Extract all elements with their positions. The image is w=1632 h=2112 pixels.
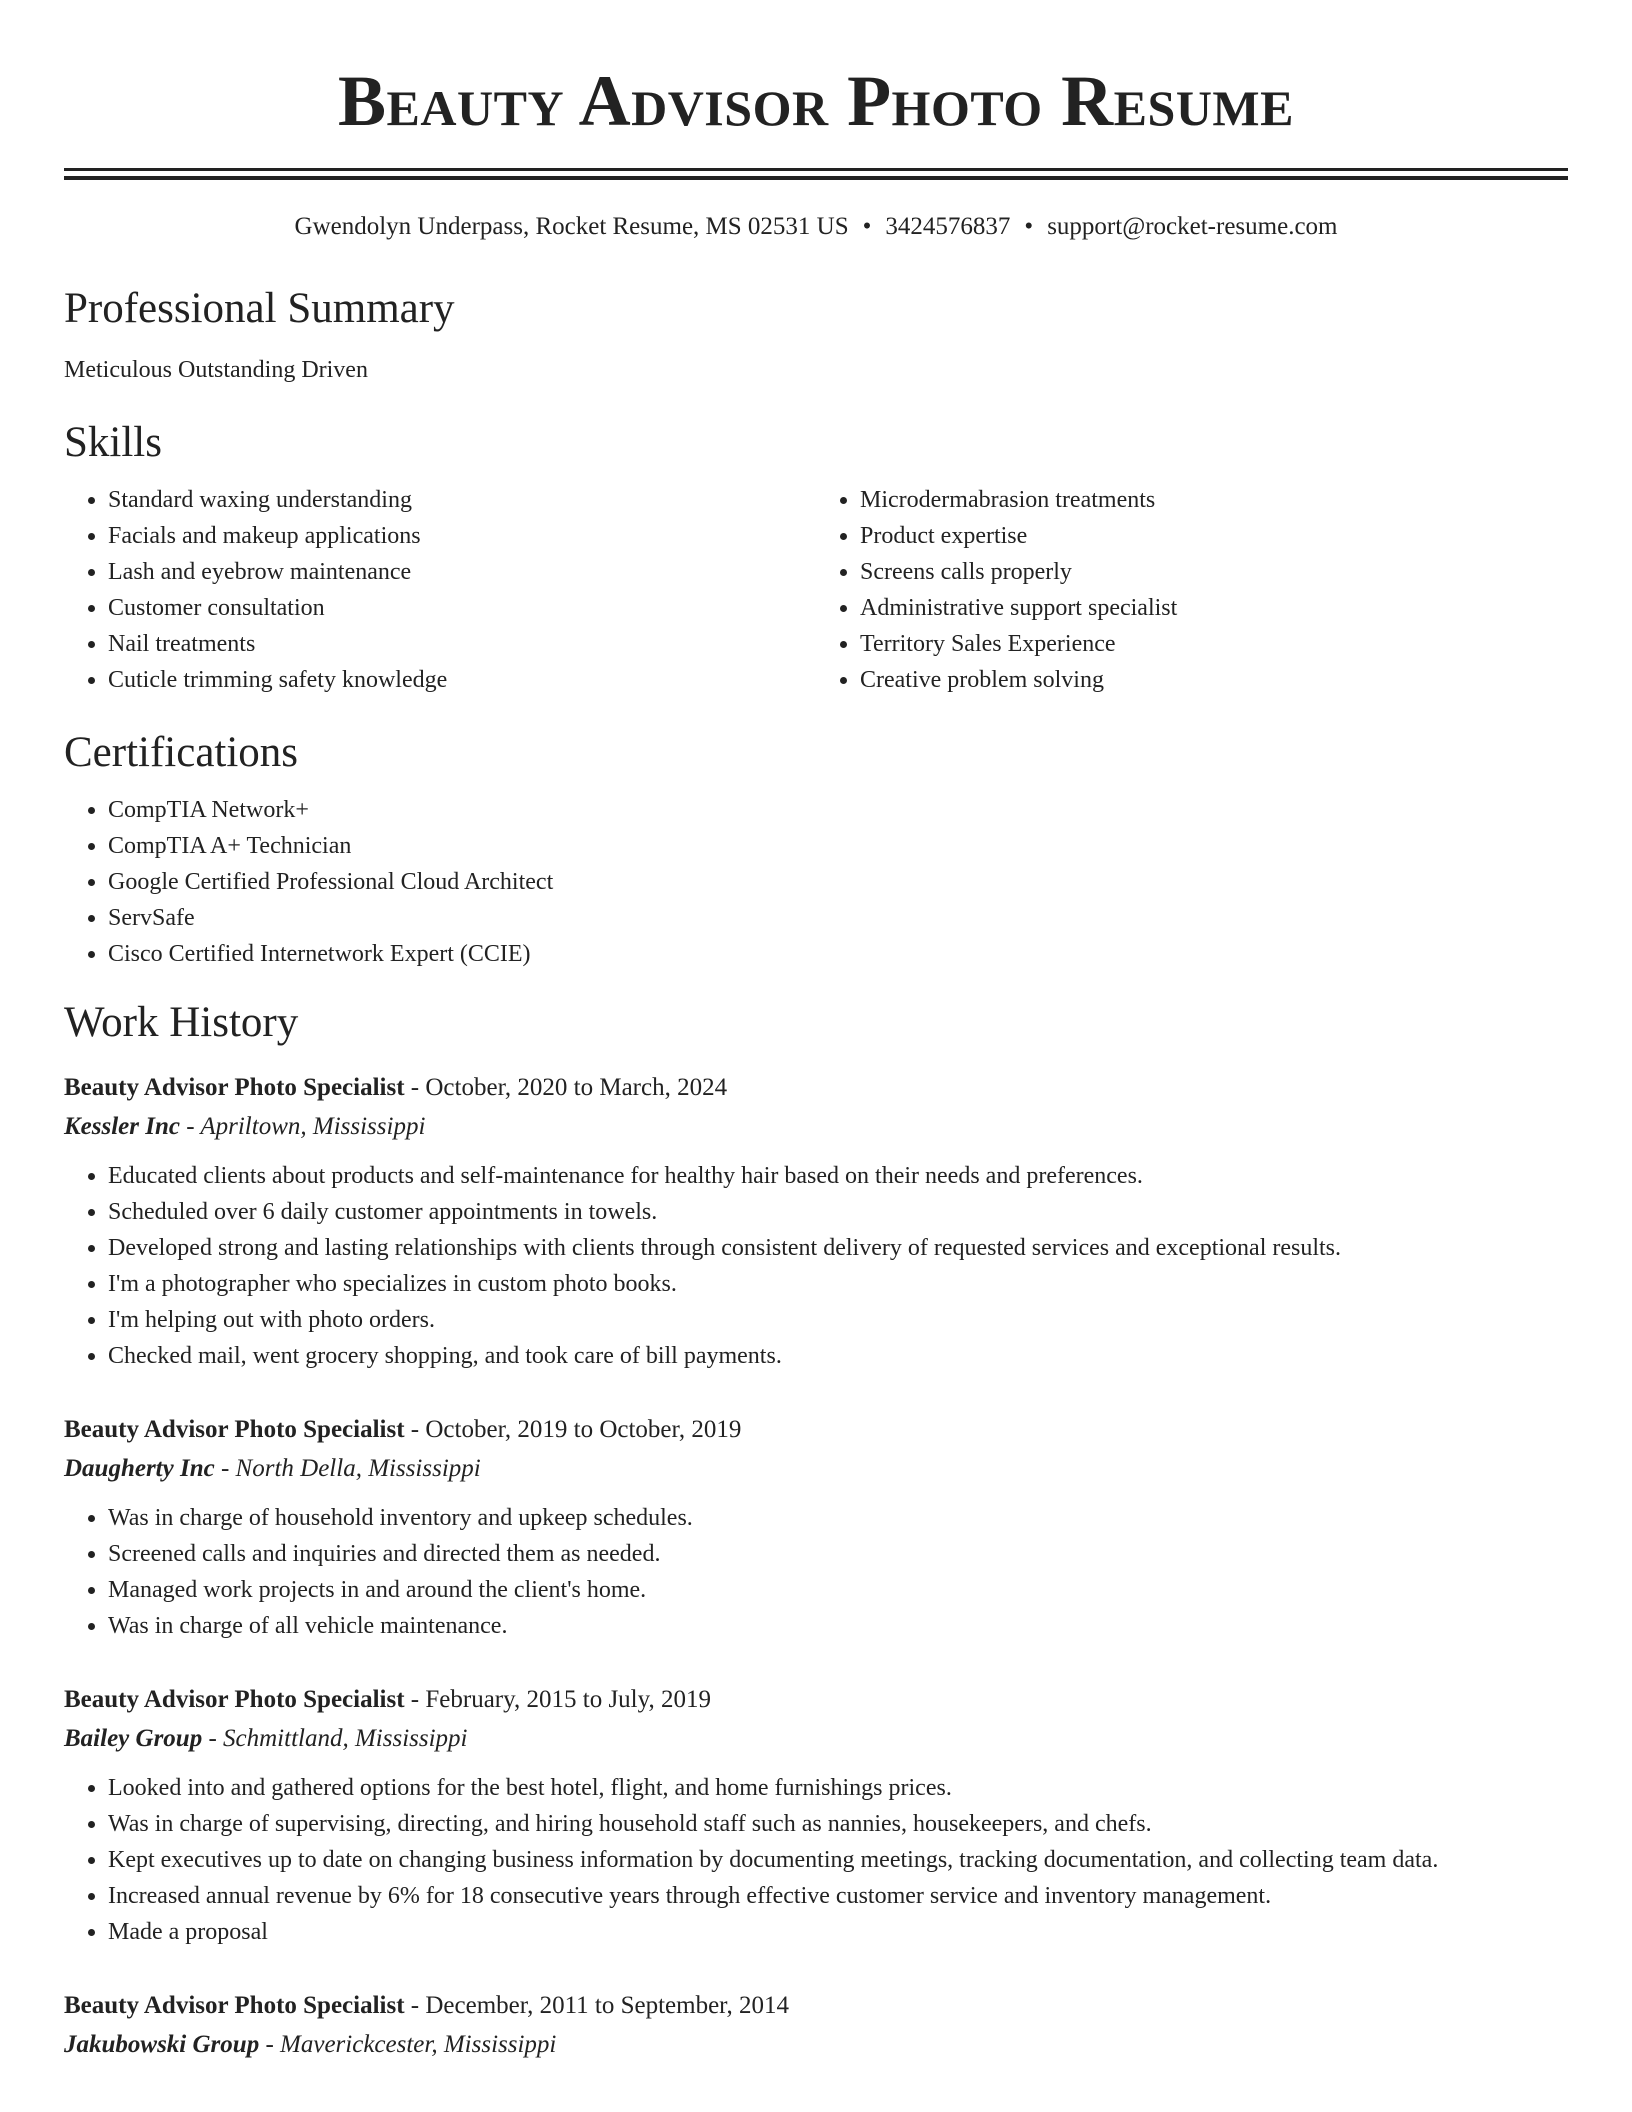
skills-columns xyxy=(64,482,1568,698)
job-bullet: • Kept executives up to date on changing business information by documenting meetings, tracking documentation, and collecting team data. xyxy=(108,1842,1568,1878)
job-bullet: • Made a proposal xyxy=(108,1914,1568,1950)
job-title-line xyxy=(64,1680,1568,1720)
work-history-heading: Work History xyxy=(64,999,299,1046)
skill-item: • Administrative support specialist xyxy=(860,590,1568,626)
certification-item: • ServSafe xyxy=(108,900,1568,936)
contact-separator: • xyxy=(862,213,872,240)
certification-item: • CompTIA A+ Technician xyxy=(108,828,1568,864)
job-entry xyxy=(64,1068,1568,1374)
contact-email: support@rocket-resume.com xyxy=(1047,213,1338,240)
job-bullet: • Educated clients about products and self-maintenance for healthy hair based on their needs and preferences. xyxy=(108,1158,1568,1194)
job-bullet: • Screened calls and inquiries and directed them as needed. xyxy=(108,1536,1568,1572)
resume-title: Beauty Advisor Photo Resume xyxy=(338,61,1294,141)
job-bullet: • Checked mail, went grocery shopping, and took care of bill payments. xyxy=(108,1338,1568,1374)
job-title: Beauty Advisor Photo Specialist xyxy=(64,1074,405,1101)
job-bullets xyxy=(64,1158,1568,1374)
job-dates: December, 2011 to September, 2014 xyxy=(425,1992,790,2019)
dash-separator: - xyxy=(214,1455,236,1482)
job-bullet: • Managed work projects in and around the client's home. xyxy=(108,1572,1568,1608)
job-bullet: • Increased annual revenue by 6% for 18 consecutive years through effective customer service and inventory management. xyxy=(108,1878,1568,1914)
job-bullet: • I'm a photographer who specializes in custom photo books. xyxy=(108,1266,1568,1302)
company-line xyxy=(64,1108,1568,1146)
contact-separator: • xyxy=(1024,213,1034,240)
skill-item: • Nail treatments xyxy=(108,626,816,662)
skill-item: • Territory Sales Experience xyxy=(860,626,1568,662)
job-location: Schmittland, Mississippi xyxy=(223,1725,468,1752)
job-title: Beauty Advisor Photo Specialist xyxy=(64,1686,405,1713)
job-title-line xyxy=(64,1068,1568,1108)
title-double-rule xyxy=(64,168,1568,180)
dash-separator: - xyxy=(404,1416,426,1443)
skills-list-right xyxy=(816,482,1568,698)
dash-separator: - xyxy=(179,1113,201,1140)
skill-item: • Customer consultation xyxy=(108,590,816,626)
dash-separator: - xyxy=(404,1074,426,1101)
summary-text: Meticulous Outstanding Driven xyxy=(64,357,368,383)
company-name: Daugherty Inc xyxy=(64,1455,215,1482)
skill-item: • Screens calls properly xyxy=(860,554,1568,590)
certification-item: • Google Certified Professional Cloud Architect xyxy=(108,864,1568,900)
job-title-line xyxy=(64,1986,1568,2026)
company-name: Bailey Group xyxy=(64,1725,203,1752)
skill-item: • Product expertise xyxy=(860,518,1568,554)
skill-item: • Cuticle trimming safety knowledge xyxy=(108,662,816,698)
certifications-heading: Certifications xyxy=(64,729,299,776)
dash-separator: - xyxy=(202,1725,224,1752)
job-dates: October, 2020 to March, 2024 xyxy=(425,1074,728,1101)
job-bullet: • Looked into and gathered options for the best hotel, flight, and home furnishings prices. xyxy=(108,1770,1568,1806)
job-bullet: • Was in charge of all vehicle maintenance. xyxy=(108,1608,1568,1644)
skills-heading: Skills xyxy=(64,419,162,466)
job-title: Beauty Advisor Photo Specialist xyxy=(64,1416,405,1443)
skills-list-left xyxy=(64,482,816,698)
company-line xyxy=(64,1450,1568,1488)
job-bullet: • I'm helping out with photo orders. xyxy=(108,1302,1568,1338)
skill-item: • Standard waxing understanding xyxy=(108,482,816,518)
job-title-line xyxy=(64,1410,1568,1450)
skill-item: • Facials and makeup applications xyxy=(108,518,816,554)
job-location: Maverickcester, Mississippi xyxy=(280,2031,557,2058)
job-title: Beauty Advisor Photo Specialist xyxy=(64,1992,405,2019)
job-dates: October, 2019 to October, 2019 xyxy=(425,1416,742,1443)
dash-separator: - xyxy=(404,1992,426,2019)
skill-item: • Creative problem solving xyxy=(860,662,1568,698)
job-bullet: • Was in charge of supervising, directing, and hiring household staff such as nannies, housekeepers, and chefs. xyxy=(108,1806,1568,1842)
job-entry xyxy=(64,1410,1568,1644)
company-line xyxy=(64,1720,1568,1758)
job-bullets xyxy=(64,1500,1568,1644)
job-bullet: • Developed strong and lasting relationships with clients through consistent delivery of requested services and exceptional results. xyxy=(108,1230,1568,1266)
job-location: North Della, Mississippi xyxy=(235,1455,481,1482)
work-history-section xyxy=(64,996,1568,2064)
certifications-list xyxy=(64,792,1568,972)
job-location: Apriltown, Mississippi xyxy=(200,1113,426,1140)
job-bullets xyxy=(64,1770,1568,1950)
job-entry xyxy=(64,1986,1568,2064)
certifications-section xyxy=(64,726,1568,972)
skill-item: • Microdermabrasion treatments xyxy=(860,482,1568,518)
dash-separator: - xyxy=(404,1686,426,1713)
job-dates: February, 2015 to July, 2019 xyxy=(425,1686,711,1713)
certification-item: • Cisco Certified Internetwork Expert (CCIE) xyxy=(108,936,1568,972)
skills-section xyxy=(64,416,1568,698)
skill-item: • Lash and eyebrow maintenance xyxy=(108,554,816,590)
summary-section xyxy=(64,282,1568,386)
job-bullet: • Was in charge of household inventory and upkeep schedules. xyxy=(108,1500,1568,1536)
company-line xyxy=(64,2026,1568,2064)
dash-separator: - xyxy=(259,2031,281,2058)
contact-address: Gwendolyn Underpass, Rocket Resume, MS 02531 US xyxy=(294,213,849,240)
company-name: Jakubowski Group xyxy=(64,2031,260,2058)
certification-item: • CompTIA Network+ xyxy=(108,792,1568,828)
job-bullet: • Scheduled over 6 daily customer appointments in towels. xyxy=(108,1194,1568,1230)
job-entry xyxy=(64,1680,1568,1950)
summary-heading: Professional Summary xyxy=(64,285,455,332)
contact-line xyxy=(64,210,1568,244)
contact-phone: 3424576837 xyxy=(885,213,1011,240)
company-name: Kessler Inc xyxy=(64,1113,180,1140)
